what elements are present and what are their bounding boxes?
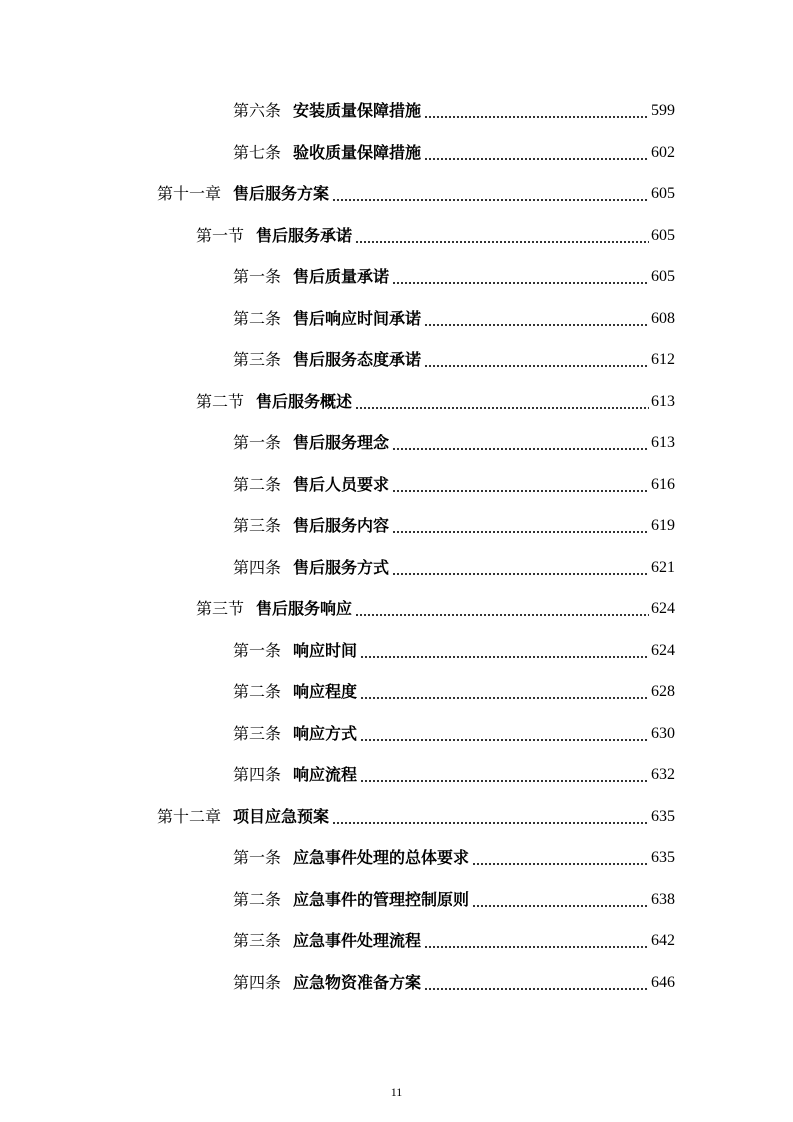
toc-entry-title: 售后服务方式	[293, 558, 390, 577]
toc-entry-page: 613	[651, 393, 675, 410]
toc-entry-number: 第十二章	[157, 807, 222, 826]
toc-entry-number: 第三节	[196, 599, 245, 618]
toc-entry[interactable]	[233, 263, 675, 287]
toc-entry[interactable]	[233, 720, 675, 744]
toc-entry-page: 608	[651, 310, 675, 327]
toc-entry-title: 售后服务内容	[293, 516, 390, 535]
toc-entry-label	[233, 848, 469, 868]
toc-entry-label	[233, 516, 389, 536]
toc-entry-label	[233, 765, 357, 785]
toc-entry-label	[233, 724, 357, 744]
toc-entry-title: 应急事件处理流程	[293, 931, 422, 950]
toc-entry-number: 第二节	[196, 392, 245, 411]
dot-leader	[355, 599, 649, 619]
dot-leader	[392, 267, 649, 287]
toc-entry-label	[196, 599, 352, 619]
dot-leader	[424, 143, 649, 163]
toc-entry-number: 第三条	[233, 931, 282, 950]
toc-entry-page: 630	[651, 725, 675, 742]
toc-entry-title: 安装质量保障措施	[293, 101, 422, 120]
toc-entry-label	[233, 309, 421, 329]
dot-leader	[424, 309, 649, 329]
toc-entry-page: 624	[651, 642, 675, 659]
toc-entry-title: 响应时间	[293, 641, 358, 660]
toc-entry[interactable]	[157, 803, 675, 827]
toc-entry-number: 第二条	[233, 475, 282, 494]
toc-entry-label	[233, 267, 389, 287]
dot-leader	[424, 101, 649, 121]
toc-entry-title: 响应流程	[293, 765, 358, 784]
dot-leader	[472, 890, 649, 910]
toc-entry[interactable]	[196, 595, 675, 619]
toc-entry-title: 应急物资准备方案	[293, 973, 422, 992]
toc-entry-number: 第四条	[233, 973, 282, 992]
toc-entry[interactable]	[196, 222, 675, 246]
toc-entry-label	[233, 973, 421, 993]
dot-leader	[332, 807, 649, 827]
toc-entry-label	[233, 682, 357, 702]
toc-entry-label	[233, 641, 357, 661]
toc-entry-title: 售后人员要求	[293, 475, 390, 494]
toc-entry-page: 613	[651, 434, 675, 451]
dot-leader	[472, 848, 649, 868]
toc-entry-label	[233, 101, 421, 121]
toc-entry-label	[233, 143, 421, 163]
dot-leader	[355, 392, 649, 412]
toc-entry-number: 第一条	[233, 641, 282, 660]
toc-entry-title: 售后服务态度承诺	[293, 350, 422, 369]
dot-leader	[360, 724, 649, 744]
dot-leader	[355, 226, 649, 246]
toc-entry[interactable]	[233, 927, 675, 951]
toc-entry[interactable]	[233, 678, 675, 702]
toc-entry-number: 第十一章	[157, 184, 222, 203]
toc-entry-number: 第三条	[233, 724, 282, 743]
toc-entry-page: 632	[651, 766, 675, 783]
toc-entry-number: 第一条	[233, 848, 282, 867]
toc-entry-number: 第七条	[233, 143, 282, 162]
dot-leader	[392, 516, 649, 536]
toc-entry-number: 第一条	[233, 433, 282, 452]
toc-entry-title: 响应程度	[293, 682, 358, 701]
toc-entry-page: 642	[651, 932, 675, 949]
toc-entry-page: 635	[651, 808, 675, 825]
toc-entry[interactable]	[233, 512, 675, 536]
toc-entry[interactable]	[233, 844, 675, 868]
toc-entry-page: 605	[651, 227, 675, 244]
toc-entry[interactable]	[196, 388, 675, 412]
toc-entry-title: 售后服务响应	[256, 599, 353, 618]
toc-entry-label	[233, 350, 421, 370]
toc-entry-title: 验收质量保障措施	[293, 143, 422, 162]
toc-entry[interactable]	[233, 429, 675, 453]
toc-entry-title: 售后服务理念	[293, 433, 390, 452]
toc-entry[interactable]	[233, 761, 675, 785]
toc-entry-label	[233, 931, 421, 951]
toc-entry-page: 605	[651, 185, 675, 202]
toc-entry-number: 第二条	[233, 682, 282, 701]
toc-entry-number: 第四条	[233, 765, 282, 784]
toc-entry-page: 635	[651, 849, 675, 866]
toc-entry-page: 599	[651, 102, 675, 119]
toc-entry-page: 616	[651, 476, 675, 493]
dot-leader	[424, 350, 649, 370]
toc-entry-title: 响应方式	[293, 724, 358, 743]
toc-entry-number: 第三条	[233, 516, 282, 535]
toc-entry-number: 第四条	[233, 558, 282, 577]
toc-entry-title: 售后响应时间承诺	[293, 309, 422, 328]
toc-entry-number: 第三条	[233, 350, 282, 369]
toc-entry[interactable]	[233, 886, 675, 910]
toc-entry-number: 第一节	[196, 226, 245, 245]
dot-leader	[392, 433, 649, 453]
dot-leader	[332, 184, 649, 204]
toc-entry-label	[157, 184, 329, 204]
toc-entry-title: 售后质量承诺	[293, 267, 390, 286]
toc-entry-title: 售后服务承诺	[256, 226, 353, 245]
toc-entry[interactable]	[233, 471, 675, 495]
toc-entry-title: 应急事件的管理控制原则	[293, 890, 470, 909]
toc-entry[interactable]	[233, 346, 675, 370]
toc-entry[interactable]	[233, 305, 675, 329]
toc-entry-label	[233, 433, 389, 453]
toc-entry[interactable]	[233, 139, 675, 163]
dot-leader	[424, 973, 649, 993]
dot-leader	[360, 641, 649, 661]
toc-entry-page: 621	[651, 559, 675, 576]
toc-entry-label	[233, 890, 469, 910]
toc-entry-label	[196, 226, 352, 246]
toc-entry-number: 第二条	[233, 890, 282, 909]
toc-entry-title: 售后服务方案	[233, 184, 330, 203]
toc-entry-label	[196, 392, 352, 412]
toc-entry-number: 第二条	[233, 309, 282, 328]
toc-entry-page: 619	[651, 517, 675, 534]
toc-entry-title: 应急事件处理的总体要求	[293, 848, 470, 867]
page-number: 11	[390, 1085, 403, 1099]
toc-entry-page: 605	[651, 268, 675, 285]
toc-entry-label	[233, 558, 389, 578]
toc-entry-page: 602	[651, 144, 675, 161]
toc-entry[interactable]	[233, 97, 675, 121]
toc-entry[interactable]	[233, 637, 675, 661]
dot-leader	[360, 765, 649, 785]
toc-entry-label	[233, 475, 389, 495]
toc-entry-page: 638	[651, 891, 675, 908]
toc-entry-page: 646	[651, 974, 675, 991]
dot-leader	[424, 931, 649, 951]
dot-leader	[392, 558, 649, 578]
dot-leader	[392, 475, 649, 495]
toc-entry-page: 612	[651, 351, 675, 368]
toc-entry-page: 624	[651, 600, 675, 617]
toc-entry[interactable]	[157, 180, 675, 204]
toc-entry-title: 售后服务概述	[256, 392, 353, 411]
toc-entry[interactable]	[233, 554, 675, 578]
toc-entry-label	[157, 807, 329, 827]
toc-entry-number: 第一条	[233, 267, 282, 286]
toc-entry-number: 第六条	[233, 101, 282, 120]
toc-entry[interactable]	[233, 969, 675, 993]
toc-entry-page: 628	[651, 683, 675, 700]
dot-leader	[360, 682, 649, 702]
toc-entry-title: 项目应急预案	[233, 807, 330, 826]
